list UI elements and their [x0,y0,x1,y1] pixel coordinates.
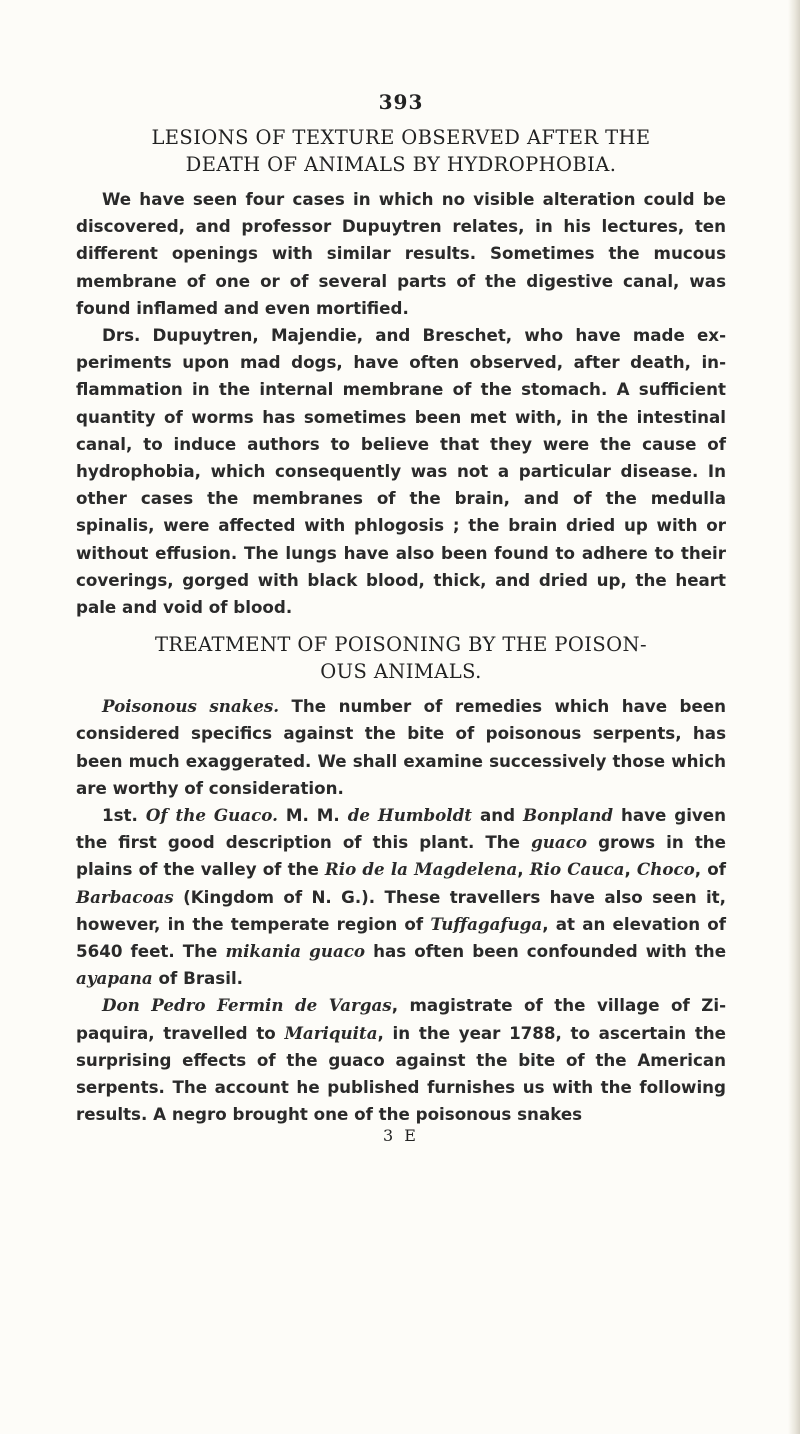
italic-run: Don Pedro Fermin de Vargas [102,995,392,1016]
page-edge-shadow [788,0,800,1434]
paragraph: We have seen four cases in which no visible alteration could be discovered, and professor Dupuytren relates, in his lectures, ten different openings with similar results. Sometimes the mucous membrane of one or of several parts of the digestive canal, was found inflamed and even mortified. [76,189,726,318]
italic-run: Bonpland [523,805,613,826]
section-heading-lesions [76,124,726,178]
paragraph [76,693,726,802]
italic-run: ayapana [76,968,153,989]
italic-run: Mariquita [284,1022,378,1043]
text-run: , of [694,859,726,880]
text-run: , [624,859,637,880]
section-heading-treatment [76,631,726,685]
text-run: (Kingdom of N. G.). These travellers have also seen it, however, in the temperate region of [76,886,726,934]
book-page [76,90,726,1146]
italic-run: Barbacoas [76,886,174,907]
text-run: , in the year 1788, to ascertain the surprising effects of the guaco against the bite of the American serpents. The account he published furnishes us with the following results. A negro brought one of the poisonous snakes [76,1022,726,1125]
text-run: , [517,859,530,880]
text-run: have given the first good description of this plant. The [76,805,726,853]
paragraph: Drs. Dupuytren, Majendie, and Breschet, who have made experiments upon mad dogs, have often observed, after death, inflammation in the internal membrane of the stomach. A sufficient quantity of worms has sometimes been met with, in the intestinal canal, to induce authors to believe that they were the cause of hydrophobia, which consequently was not a particular disease. In other cases the membranes of the brain, and of the medulla spinalis, were affected with phlogosis ; the brain dried up with or without effusion. The lungs have also been found to adhere to their coverings, gorged with black blood, thick, and dried up, the heart pale and void of blood. [76,325,726,618]
page-number: 393 [378,90,424,114]
text-run: of Brasil. [152,968,244,989]
text-run: grows in the plains of the valley of the [76,832,726,880]
paragraph [76,802,726,992]
text-run: 1st. [102,805,146,826]
heading-line: OUS ANIMALS. [320,660,482,684]
text-run: The number of remedies which have been considered specifics against the bite of poisonous serpents, has been much exaggerated. We shall examine successively those which are worthy of consideration. [76,696,727,798]
heading-line: TREATMENT OF POISONING BY THE POISON- [155,633,647,657]
text-run: M. M. [277,805,348,826]
paragraph [76,992,726,1128]
italic-run: guaco [531,832,587,853]
italic-run: Rio Cauca [529,859,625,880]
heading-line: LESIONS OF TEXTURE OBSERVED AFTER THE [151,126,651,149]
signature-mark: 3 E [383,1125,419,1145]
heading-line: DEATH OF ANIMALS BY HYDROPHOBIA. [185,153,617,176]
text-run: , at an elevation of 5640 feet. The [76,913,726,962]
italic-run: Choco [636,859,695,880]
italic-run: mikania guaco [225,941,366,962]
italic-run: de Humboldt [347,805,472,826]
italic-run: Rio de la Magdelena [324,859,518,880]
italic-run: Poisonous snakes. [102,696,280,717]
italic-run: Of the Guaco. [145,805,278,826]
text-run: has often been confounded with the [365,941,727,962]
text-run: , magistrate of the village of Zipaquira, travelled to [76,995,726,1043]
italic-run: Tuffagafuga [430,913,543,934]
text-run: and [472,805,523,826]
